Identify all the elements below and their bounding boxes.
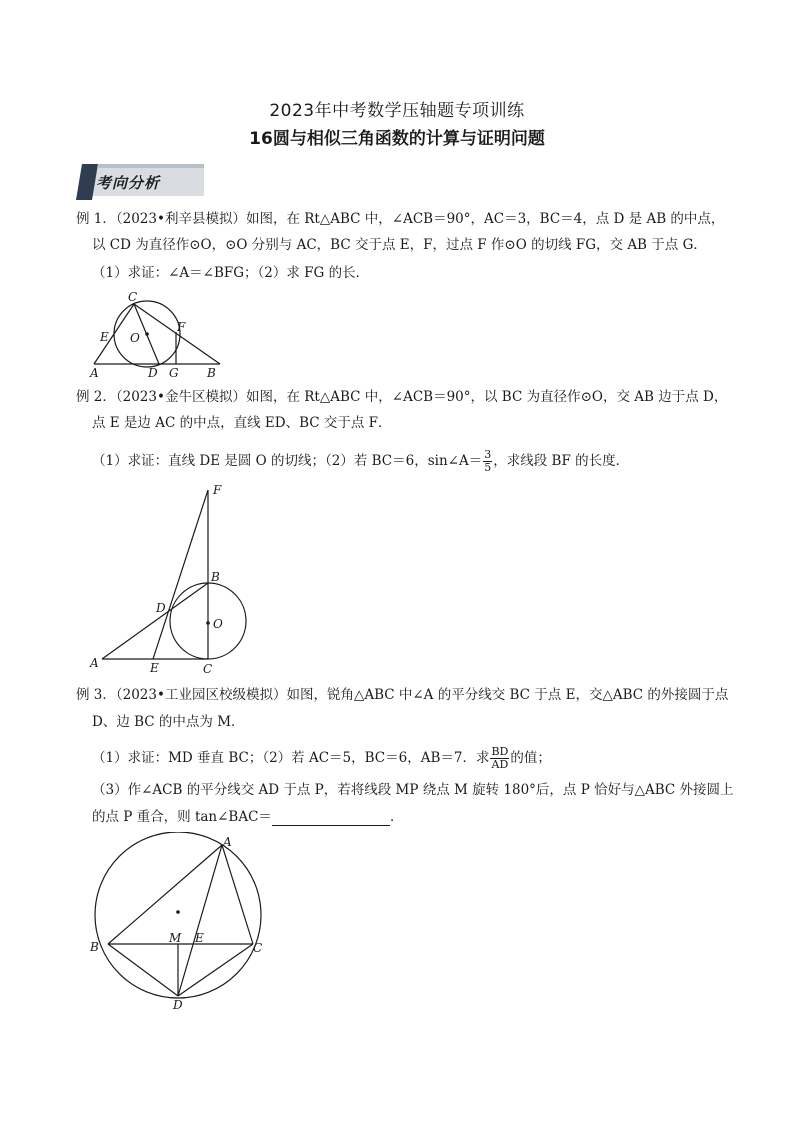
ex3-fraction	[490, 746, 509, 771]
ex2-segment-AB	[102, 583, 208, 659]
ex1-center-dot	[145, 332, 149, 336]
ex2-label-B: B	[211, 570, 220, 584]
ex1-label-O: O	[130, 331, 140, 345]
ex2-fraction-numerator: 3	[484, 448, 492, 461]
ex3-line1: 例 3．（2023•工业园区校级模拟）如图，锐角△ABC 中∠A 的平分线交 BC 于点 E，交△ABC 的外接圆于点	[76, 687, 729, 703]
ex3-line3	[92, 746, 551, 771]
ex3-line5	[92, 808, 403, 826]
ex3-line2: D、边 BC 的中点为 M．	[92, 714, 245, 730]
ex3-fraction-denominator: AD	[491, 758, 509, 771]
ex1-line1: 例 1．（2023•利辛县模拟）如图，在 Rt△ABC 中，∠ACB＝90°，AC＝3，BC＝4，点 D 是 AB 的中点，	[76, 211, 725, 227]
ex3-segment-AC	[222, 845, 253, 944]
ex2-label-F: F	[213, 483, 222, 497]
ex3-line3-text-b: 的值；	[510, 750, 551, 766]
ex2-center-dot	[206, 621, 210, 625]
ex2-label-O: O	[213, 617, 223, 631]
ex2-label-A: A	[90, 656, 99, 670]
page-title: 2023年中考数学压轴题专项训练	[269, 101, 525, 121]
ex1-label-F: F	[177, 320, 186, 334]
ex2-fraction-denominator: 5	[484, 461, 492, 474]
ex3-segment-AD	[178, 845, 222, 996]
ex3-label-C: C	[253, 941, 263, 955]
ex2-segment-FE	[153, 490, 208, 659]
ex2-line3-text-a: （1）求证：直线 DE 是圆 O 的切线；（2）若 BC＝6，sin∠A＝	[92, 453, 483, 469]
ex3-line5-text-b: ．	[389, 809, 404, 825]
ex2-line2: 点 E 是边 AC 的中点，直线 ED、BC 交于点 F．	[92, 415, 392, 431]
page-subtitle: 16圆与相似三角函数的计算与证明问题	[249, 129, 545, 149]
ex3-label-D: D	[173, 998, 183, 1012]
ex3-label-M: M	[169, 931, 182, 945]
ex3-fraction-numerator: BD	[491, 745, 509, 758]
ex3-line3-text-a: （1）求证：MD 垂直 BC；（2）若 AC＝5，BC＝6，AB＝7．求	[92, 750, 490, 766]
ex3-figure	[86, 832, 276, 1014]
ex2-fraction	[483, 449, 492, 474]
ex2-line3	[92, 449, 629, 474]
answer-blank[interactable]	[272, 811, 390, 826]
ex3-label-B: B	[90, 940, 99, 954]
ex1-line3: （1）求证：∠A＝∠BFG；（2）求 FG 的长．	[92, 265, 370, 281]
ex2-figure	[86, 478, 256, 678]
ex2-line3-text-b: ，求线段 BF 的长度．	[493, 453, 630, 469]
ex3-segment-BD	[108, 944, 178, 996]
ex1-label-G: G	[169, 366, 179, 380]
ex3-segment-CD	[178, 944, 253, 996]
section-label: 考向分析	[96, 174, 161, 192]
ex3-label-A: A	[223, 835, 232, 849]
ex1-label-A: A	[90, 366, 99, 380]
ex3-center-dot	[176, 910, 180, 914]
ex2-line1: 例 2．（2023•金牛区模拟）如图，在 Rt△ABC 中，∠ACB＝90°，以 BC 为直径作⊙O，交 AB 边于点 D，	[76, 389, 728, 405]
ex2-label-C: C	[203, 662, 213, 676]
ex1-label-B: B	[207, 366, 216, 380]
ex1-label-E: E	[100, 330, 109, 344]
ex1-label-D: D	[148, 366, 158, 380]
ex2-label-E: E	[150, 661, 159, 675]
ex1-label-C: C	[128, 290, 138, 304]
ex3-segment-AB	[108, 845, 222, 944]
ex3-line4: （3）作∠ACB 的平分线交 AD 于点 P，若将线段 MP 绕点 M 旋转 180°后，点 P 恰好与△ABC 外接圆上	[92, 782, 734, 798]
ex3-line5-text-a: 的点 P 重合，则 tan∠BAC＝	[92, 809, 272, 825]
ex3-label-E: E	[195, 931, 204, 945]
ex2-label-D: D	[156, 601, 166, 615]
ex1-line2: 以 CD 为直径作⊙O，⊙O 分别与 AC，BC 交于点 E，F，过点 F 作⊙O 的切线 FG，交 AB 于点 G．	[92, 237, 707, 253]
ex1-figure	[86, 286, 236, 380]
